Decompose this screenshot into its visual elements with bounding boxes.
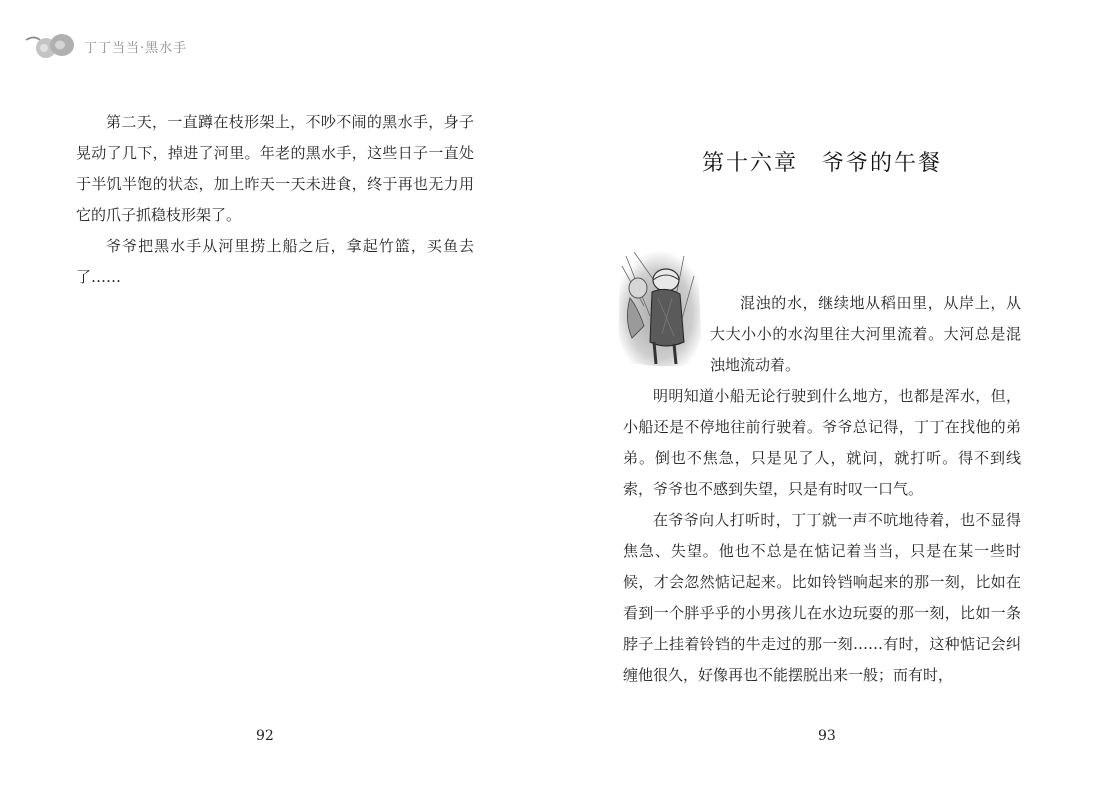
page-number: 92	[256, 728, 274, 744]
boy-illustration-icon	[614, 246, 704, 370]
page-number: 93	[818, 728, 836, 744]
paragraph: 爷爷把黑水手从河里捞上船之后，拿起竹篮，买鱼去了……	[76, 237, 474, 286]
header-book-title: 丁丁当当·黑水手	[84, 40, 188, 56]
right-page-body	[623, 288, 1021, 691]
paragraph: 第二天，一直蹲在枝形架上，不吵不闹的黑水手，身子晃动了几下，掉进了河里。年老的黑水手，这些日子一直处于半饥半饱的状态，加上昨天一天未进食，终于再也无力用它的爪子抓稳枝形架了。	[76, 113, 474, 224]
paragraph: 混浊的水，继续地从稻田里，从岸上，从大大小小的水沟里往大河里流着。大河总是混浊地流动着。	[710, 294, 1021, 374]
paragraph: 明明知道小船无论行驶到什么地方，也都是浑水，但，小船还是不停地往前行驶着。爷爷总记得，丁丁在找他的弟弟。倒也不焦急，只是见了人，就问，就打听。得不到线索，爷爷也不感到失望，只是有时叹一口气。	[623, 387, 1021, 498]
left-page-body	[76, 107, 474, 293]
right-page	[548, 0, 1096, 786]
paragraph: 在爷爷向人打听时，丁丁就一声不吭地待着，也不显得焦急、失望。他也不总是在惦记着当当，只是在某一些时候，才会忽然惦记起来。比如铃铛响起来的那一刻，比如在看到一个胖乎乎的小男孩儿在水边玩耍的那一刻，比如一条脖子上挂着铃铛的牛走过的那一刻……有时，这种惦记会纠缠他很久，好像再也不能摆脱出来一般；而有时，	[623, 511, 1021, 684]
chapter-title: 第十六章 爷爷的午餐	[701, 151, 942, 176]
